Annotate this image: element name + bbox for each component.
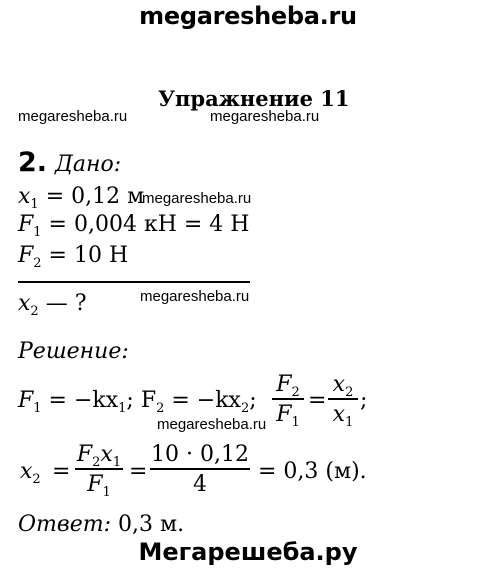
answer-line <box>18 512 184 537</box>
answer-label: Ответ: <box>18 512 111 537</box>
equals-sign: = <box>52 459 71 484</box>
problem-number: 2. <box>18 147 48 178</box>
watermark: megaresheba.ru <box>142 190 252 207</box>
site-header: megaresheba.ru <box>139 2 357 30</box>
solution-label: Решение: <box>18 339 129 364</box>
watermark: megaresheba.ru <box>140 288 250 305</box>
equation-x2-lhs: $x_2$ <box>20 459 41 487</box>
equation-result: = 0,3 (м). <box>258 459 367 484</box>
fraction-x2-over-x1: $x_2$ $x_1$ <box>328 372 358 427</box>
equation-hooke: $F_1 = -kx_1$; $F_2 = -kx_2$; <box>18 388 257 416</box>
watermark: megaresheba.ru <box>18 108 128 125</box>
given-label: Дано: <box>55 152 122 177</box>
semicolon: ; <box>360 388 368 413</box>
equals-sign: = <box>129 459 148 484</box>
fraction-F2-over-F1: $F_2$ $F_1$ <box>272 372 304 427</box>
given-x1: $x_1 = 0,12$ м <box>18 184 145 212</box>
find-x2: $x_2$ — ? <box>18 291 87 319</box>
equals-sign: = <box>308 388 327 413</box>
watermark: megaresheba.ru <box>157 416 267 433</box>
fraction-F2x1-over-F1: $F_2x_1$ $F_1$ <box>76 442 122 500</box>
fraction-numeric: 10 · 0,12 4 <box>151 442 249 497</box>
site-footer: Мегарешеба.ру <box>138 538 358 566</box>
watermark: megaresheba.ru <box>210 108 320 125</box>
given-F2: $F_2 = 10$ Н <box>18 243 129 271</box>
given-F1: $F_1 = 0,004$ кН = 4 Н <box>18 212 250 240</box>
answer-value: 0,3 м. <box>111 512 185 537</box>
given-divider <box>18 281 250 283</box>
exercise-title: Упражнение 11 <box>158 86 350 111</box>
